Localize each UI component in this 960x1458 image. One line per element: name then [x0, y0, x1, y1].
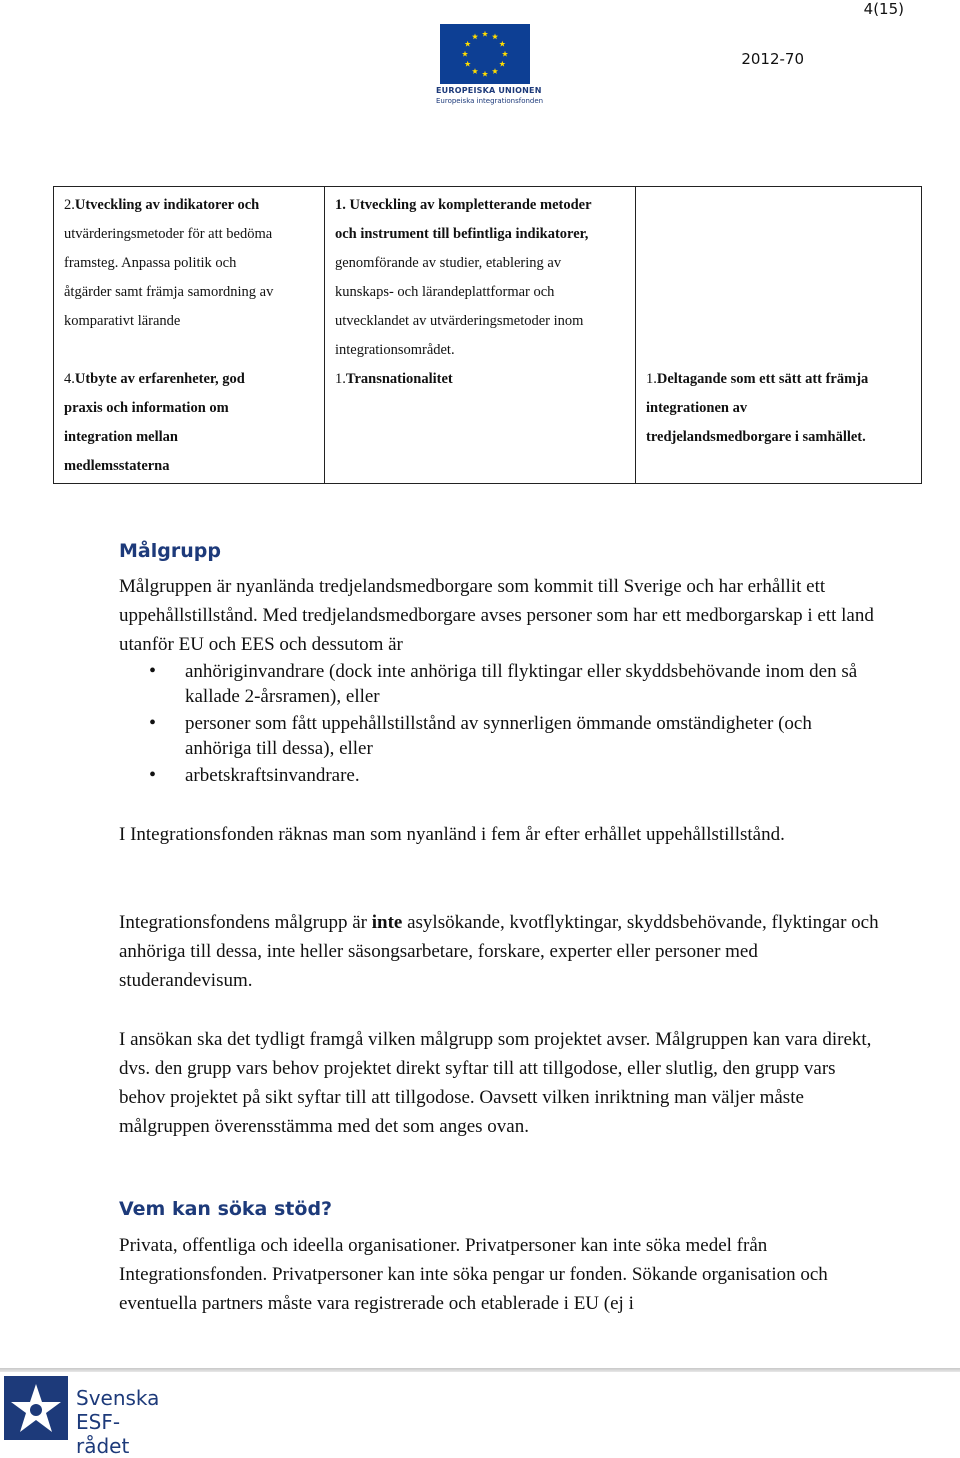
paragraph-excluded-groups: Integrationsfondens målgrupp är inte asylsökande, kvotflyktingar, skyddsbehövande, flyktingar och anhöriga till dessa, inte heller säsongsarbetare, forskare, experter eller personer med studerandevisum.	[119, 912, 879, 991]
eu-star	[482, 31, 488, 37]
table-cell-goal-4	[54, 365, 325, 484]
cell-line: kunskaps- och lärandeplattformar och	[335, 284, 555, 300]
cell-line: komparativt lärande	[64, 313, 181, 329]
eu-star	[499, 41, 505, 47]
cell-line: 1.Transnationalitet	[335, 371, 453, 387]
section-heading-malgrupp: Målgrupp	[119, 540, 221, 562]
eu-star	[465, 41, 471, 47]
table-cell-transnationality	[325, 365, 636, 484]
eu-star	[462, 51, 468, 57]
emphasis-inte: inte	[371, 912, 403, 933]
cell-line: utvärderingsmetoder för att bedöma	[64, 226, 273, 242]
eu-star	[502, 51, 508, 57]
table-row	[54, 365, 922, 484]
table-cell-empty	[636, 187, 922, 366]
cell-line: integrationen av	[646, 400, 748, 416]
cell-line: integrationsområdet.	[335, 342, 455, 358]
goals-table	[53, 186, 922, 484]
eu-star	[492, 68, 498, 74]
list-item: • arbetskraftsinvandrare.	[119, 763, 879, 788]
eu-star	[482, 71, 488, 77]
section-heading-vem-kan-soka: Vem kan söka stöd?	[119, 1198, 333, 1220]
eu-star	[472, 33, 478, 39]
paragraph-newly-arrived: I Integrationsfonden räknas man som nyanländ i fem år efter erhållet uppehållstillstånd.	[119, 824, 785, 845]
esf-star-icon	[4, 1376, 68, 1440]
table-cell-action-1	[325, 187, 636, 366]
paragraph-eligible-applicants: Privata, offentliga och ideella organisationer. Privatpersoner kan inte söka medel från Integrationsfonden. Privatpersoner kan inte söka pengar ur fonden. Sökande organisation och eventuella partners måste vara registrerade och etablerade i EU (ej i	[119, 1235, 828, 1314]
cell-line: åtgärder samt främja samordning av	[64, 284, 274, 300]
paragraph-target-group: Målgruppen är nyanlända tredjelandsmedborgare som kommit till Sverige och har erhållit ett uppehållstillstånd. Med tredjelandsmedborgare avses personer som har ett medborgarskap i ett land utanför EU och EES och dessutom är	[119, 576, 874, 655]
table-cell-participation	[636, 365, 922, 484]
cell-line: 2.Utveckling av indikatorer och	[64, 197, 260, 213]
cell-line: utvecklandet av utvärderingsmetoder inom	[335, 313, 584, 329]
cell-line: framsteg. Anpassa politik och	[64, 255, 237, 271]
esf-logo-line1: Svenska	[76, 1386, 160, 1410]
eu-star	[465, 61, 471, 67]
target-group-list	[119, 659, 879, 790]
cell-line: tredjelandsmedborgare i samhället.	[646, 429, 866, 445]
list-item: • anhöriginvandrare (dock inte anhöriga till flyktingar eller skyddsbehövande inom den så kallade 2-årsramen), eller	[119, 659, 879, 709]
eu-logo-subtitle: Europeiska integrationsfonden	[436, 97, 544, 105]
cell-line: 1.Deltagande som ett sätt att främja	[646, 371, 869, 387]
eu-star	[492, 33, 498, 39]
eu-logo	[436, 24, 544, 108]
list-item: • personer som fått uppehållstillstånd av synnerligen ömmande omständigheter (och anhöriga till dessa), eller	[119, 711, 879, 761]
eu-star	[472, 68, 478, 74]
cell-line: integration mellan	[64, 429, 178, 445]
cell-line: medlemsstaterna	[64, 458, 170, 474]
eu-star	[499, 61, 505, 67]
esf-logo-line2: ESF-rådet	[76, 1410, 130, 1458]
footer-divider	[0, 1368, 960, 1372]
table-cell-goal-2	[54, 187, 325, 366]
cell-line: 4.Utbyte av erfarenheter, god	[64, 371, 245, 387]
cell-line: genomförande av studier, etablering av	[335, 255, 562, 271]
table-row	[54, 187, 922, 366]
cell-line: och instrument till befintliga indikatorer,	[335, 226, 589, 242]
document-number: 2012-70	[741, 50, 804, 68]
esf-logo	[4, 1376, 164, 1458]
paragraph-application-target: I ansökan ska det tydligt framgå vilken målgrupp som projektet avser. Målgruppen kan vara direkt, dvs. den grupp vars behov projektet direkt syftar till att tillgodose, eller slutlig, den grupp vars behov projektet på sikt syftar till att tillgodose. Oavsett vilken inriktning man väljer måste målgruppen överensstämma med det som anges ovan.	[119, 1029, 872, 1137]
eu-flag-icon	[440, 24, 530, 84]
eu-logo-name: EUROPEISKA UNIONEN	[436, 86, 542, 95]
page-number: 4(15)	[863, 0, 904, 18]
cell-line: praxis och information om	[64, 400, 229, 416]
cell-line: 1. Utveckling av kompletterande metoder	[335, 197, 592, 213]
